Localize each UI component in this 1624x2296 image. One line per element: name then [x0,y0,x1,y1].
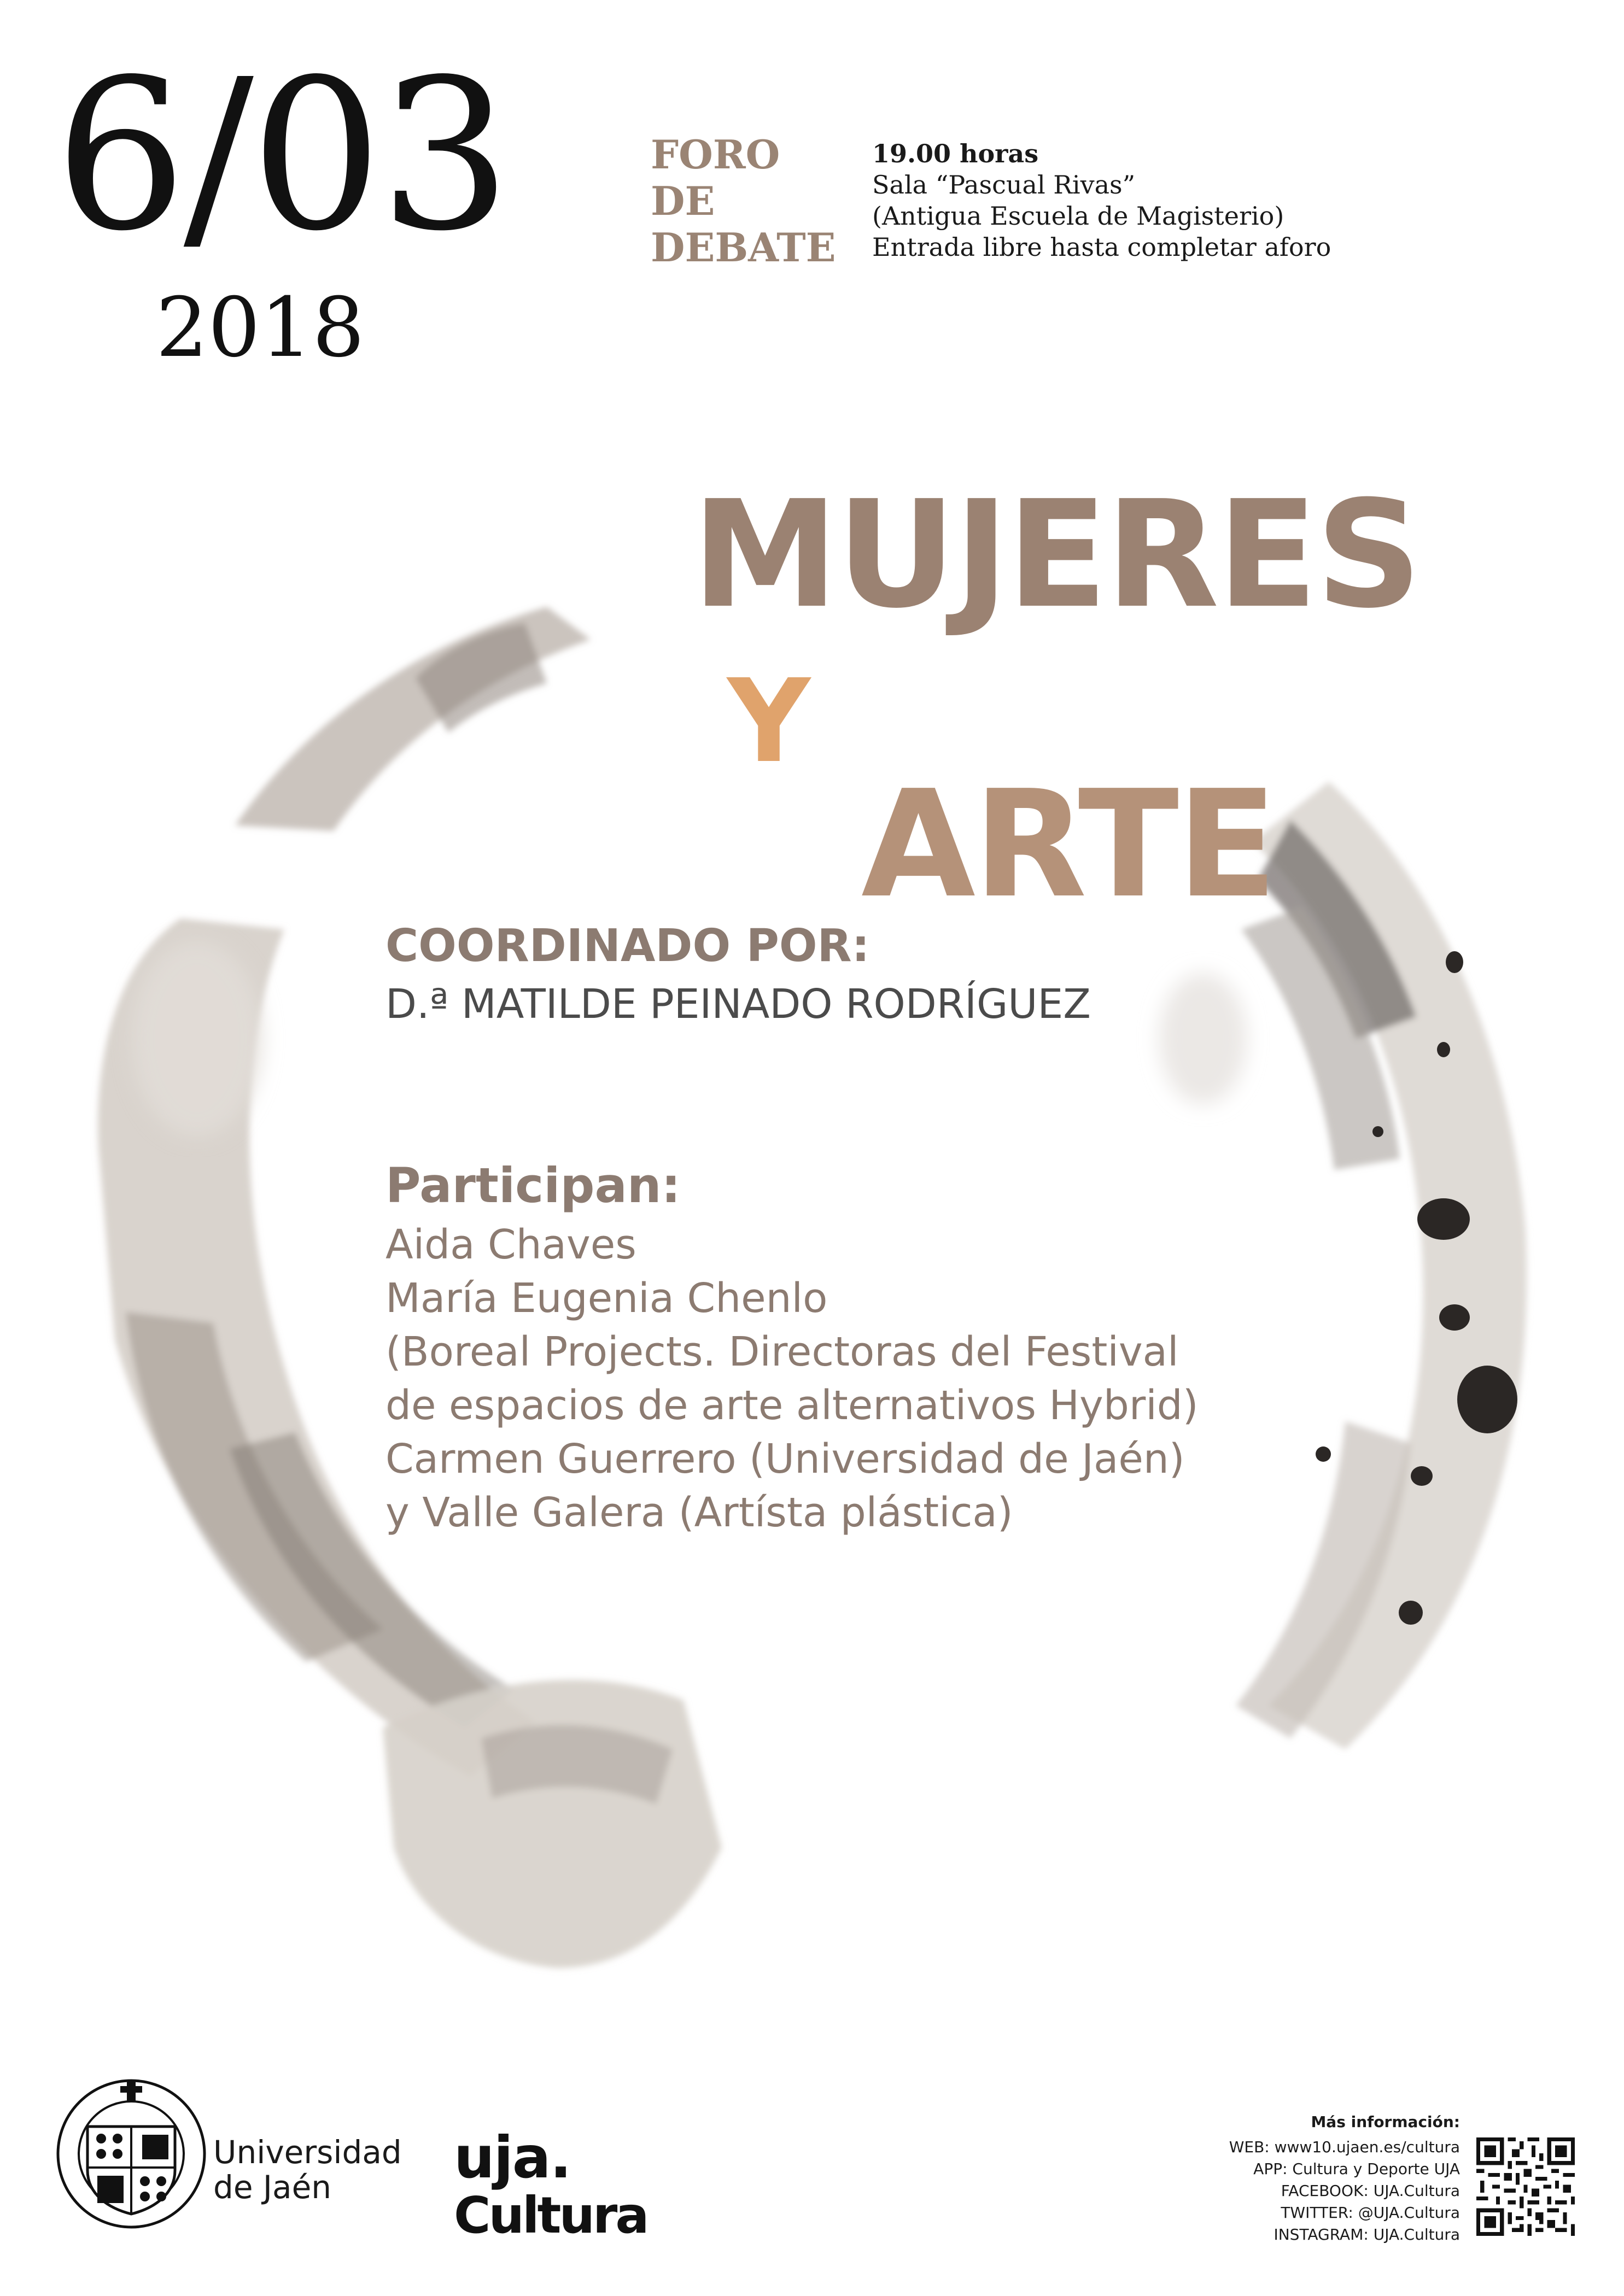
event-time: 19.00 horas [872,139,1039,168]
cultura-logo-line: uja. [454,2124,571,2191]
event-type-line: DE [651,178,715,224]
venue-info [872,138,1364,263]
event-year: 2018 [156,280,365,376]
info-instagram: INSTAGRAM: UJA.Cultura [1274,2225,1460,2244]
event-type-line: FORO [651,131,780,178]
qr-code[interactable] [1476,2137,1575,2236]
uja-cultura-logo [454,2124,647,2245]
event-room: Sala “Pascual Rivas” [872,170,1136,200]
coordination-label: COORDINADO POR: [385,920,870,972]
university-name-line: Universidad [213,2134,402,2171]
participant-line: y Valle Galera (Artísta plástica) [385,1489,1013,1536]
info-twitter: TWITTER: @UJA.Cultura [1281,2204,1460,2222]
participants-list [385,1218,1260,1539]
participants-label: Participan: [385,1157,681,1214]
university-seal-logo [55,2077,208,2230]
info-app: APP: Cultura y Deporte UJA [1253,2160,1460,2178]
participant-line: Carmen Guerrero (Universidad de Jaén) [385,1436,1185,1483]
more-info [1137,2111,1460,2246]
title-line-3: ARTE [861,758,1276,930]
coordinator-name: D.ª MATILDE PEINADO RODRÍGUEZ [385,981,1091,1028]
event-entry: Entrada libre hasta completar aforo [872,232,1331,262]
participant-line: María Eugenia Chenlo [385,1275,828,1322]
title-line-1: MUJERES [692,468,1420,641]
info-web: WEB: www10.ujaen.es/cultura [1229,2138,1460,2156]
info-facebook: FACEBOOK: UJA.Cultura [1281,2182,1460,2200]
event-type-line: DEBATE [651,224,836,271]
event-type [651,131,858,271]
more-info-header: Más información: [1311,2113,1460,2131]
participant-line: Aida Chaves [385,1221,636,1268]
cultura-logo-line: Cultura [454,2186,647,2245]
university-name-line: de Jaén [213,2169,332,2206]
participant-line: de espacios de arte alternativos Hybrid) [385,1382,1199,1429]
participant-line: (Boreal Projects. Directoras del Festival [385,1328,1179,1375]
event-building: (Antigua Escuela de Magisterio) [872,201,1284,231]
event-date: 6/03 [55,34,509,277]
university-name [213,2135,402,2205]
title-line-2: Y [727,654,809,788]
